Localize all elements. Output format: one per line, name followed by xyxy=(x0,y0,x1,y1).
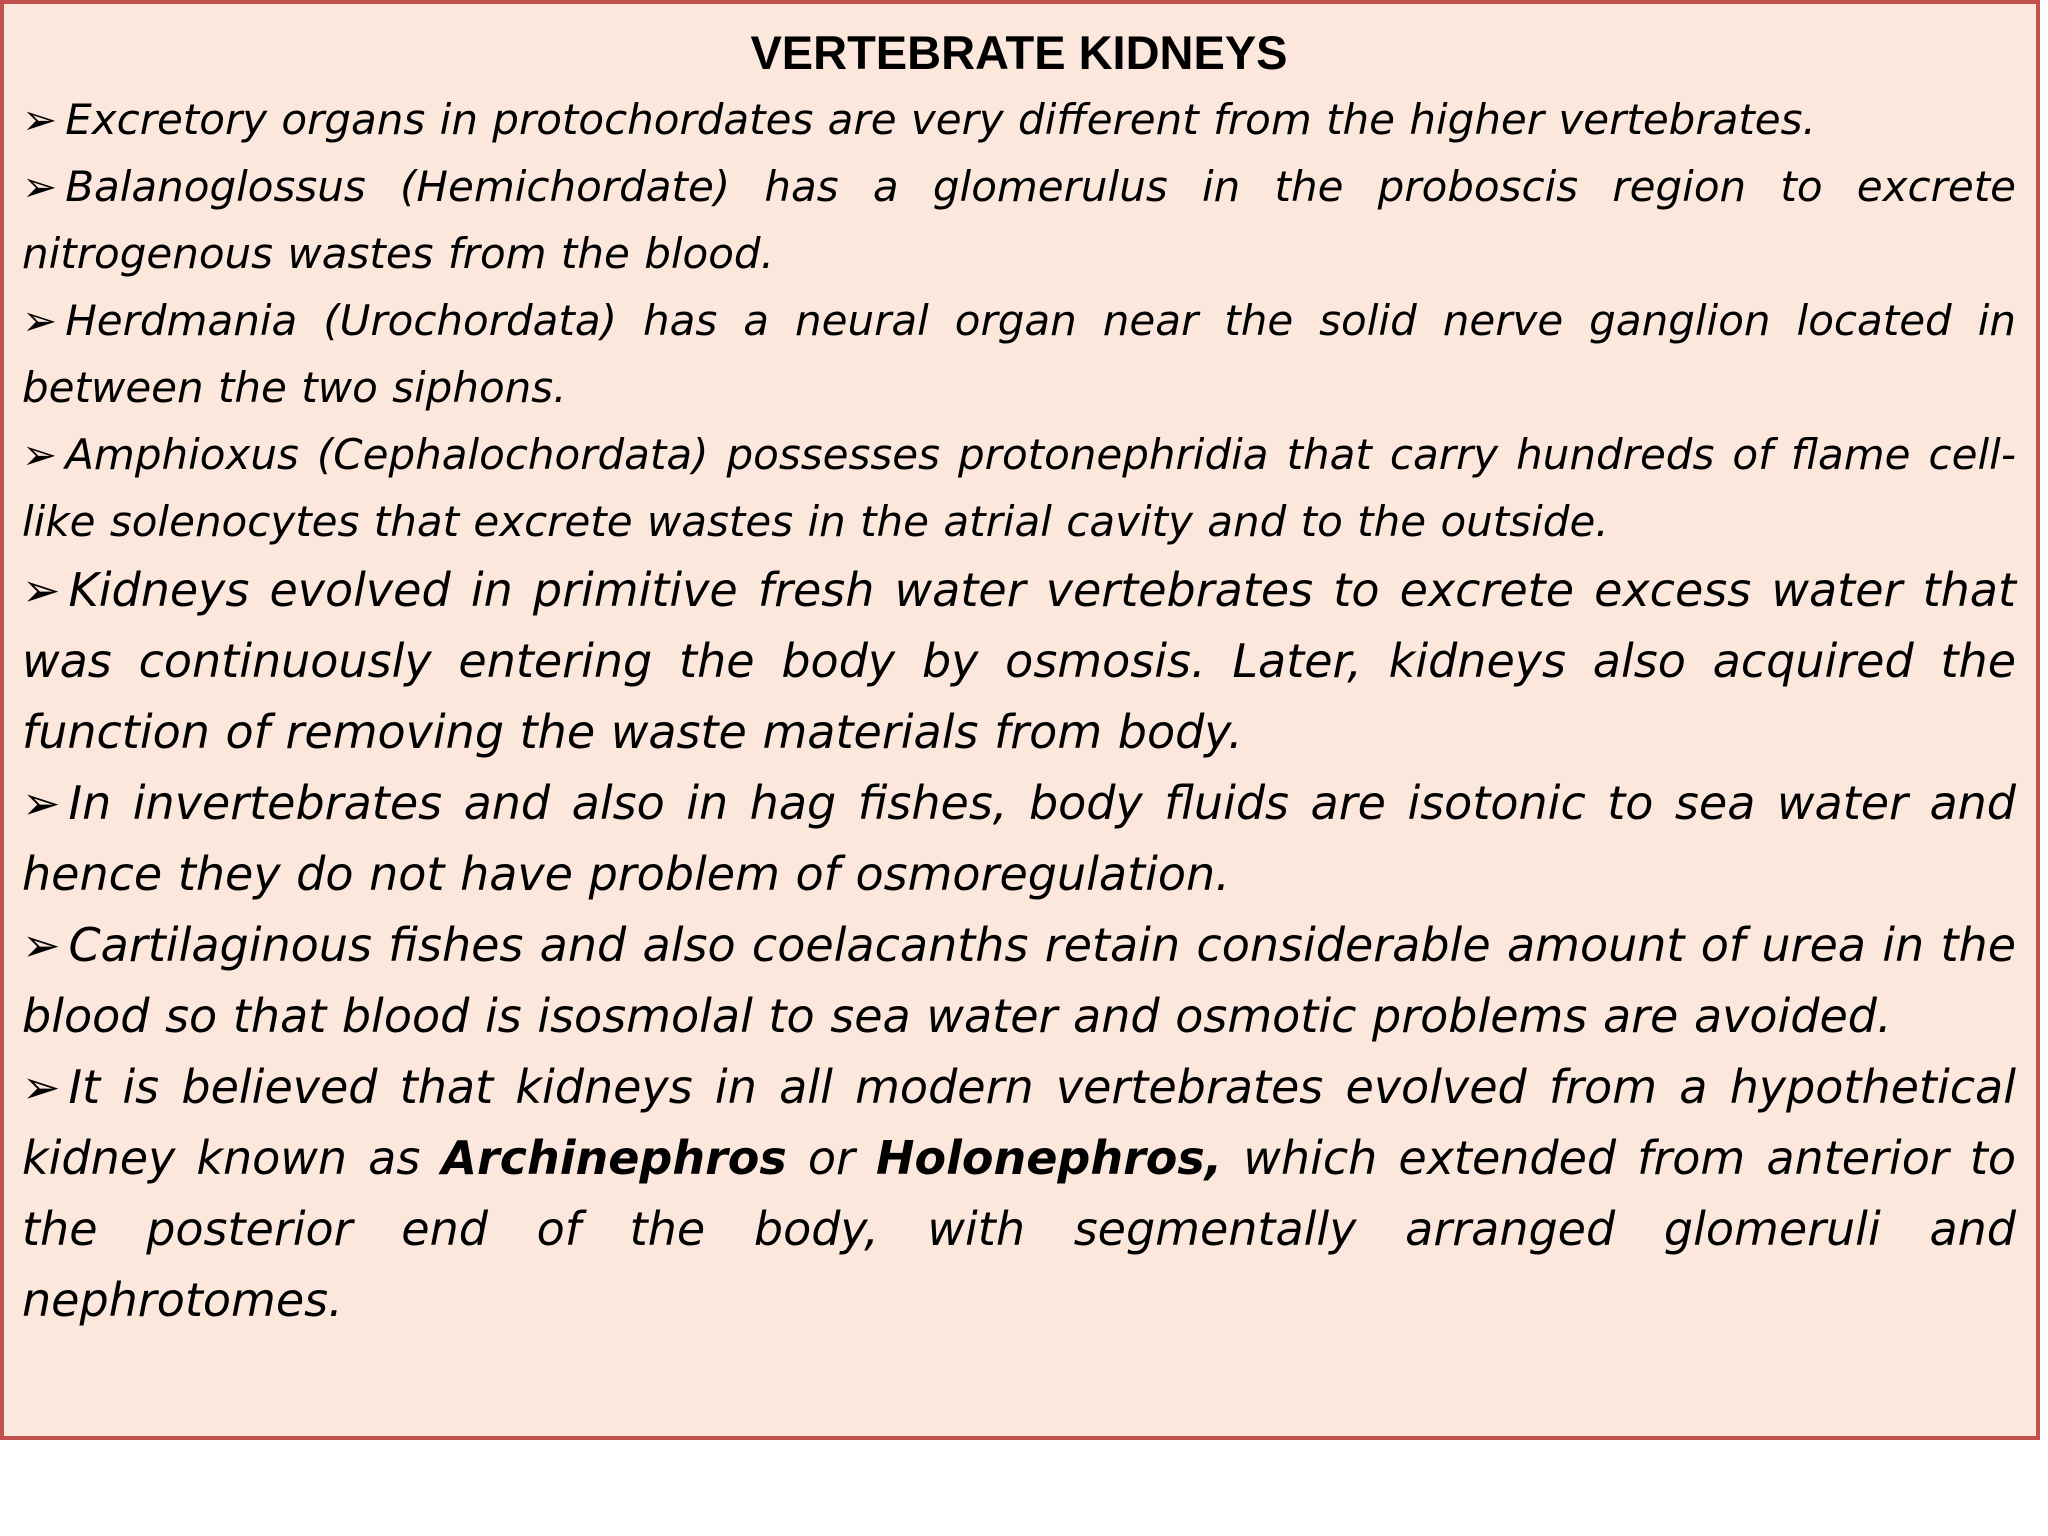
bullet-text: Kidneys evolved in primitive fresh water vertebrates to excrete excess water that was continuously entering the body by osmosis. Later, kidneys also acquired the function of removing the waste materials from body. xyxy=(22,563,2016,759)
bullet-item xyxy=(22,421,2016,555)
term-holonephros: Holonephros, xyxy=(875,1131,1223,1185)
slide-title: VERTEBRATE KIDNEYS xyxy=(750,26,1288,79)
bullet-text: Herdmania (Urochordata) has a neural organ near the solid nerve ganglion located in between the two siphons. xyxy=(22,296,2016,412)
bullet-text: Excretory organs in protochordates are very different from the higher vertebrates. xyxy=(65,95,1816,144)
bullet-text-middle: or xyxy=(786,1131,876,1185)
bullet-text: Balanoglossus (Hemichordate) has a glomerulus in the proboscis region to excrete nitrogenous wastes from the blood. xyxy=(22,162,2016,278)
arrow-bullet-icon: ➢ xyxy=(22,1060,61,1114)
bullet-item xyxy=(22,910,2016,1052)
arrow-bullet-icon: ➢ xyxy=(22,95,58,144)
bullet-text-before: It is believed that kidneys in all modern vertebrates evolved from a hypothetical kidney known as xyxy=(22,1060,2016,1185)
term-archinephros: Archinephros xyxy=(441,1131,787,1185)
bullet-item xyxy=(22,555,2016,768)
bullet-item xyxy=(22,1052,2016,1336)
arrow-bullet-icon: ➢ xyxy=(22,918,61,972)
bullet-text: Amphioxus (Cephalochordata) possesses protonephridia that carry hundreds of flame cell-like solenocytes that excrete wastes in the atrial cavity and to the outside. xyxy=(22,430,2016,546)
arrow-bullet-icon: ➢ xyxy=(22,296,58,345)
arrow-bullet-icon: ➢ xyxy=(22,776,61,830)
arrow-bullet-icon: ➢ xyxy=(22,563,61,617)
bullet-text: In invertebrates and also in hag fishes, body fluids are isotonic to sea water and hence they do not have problem of osmoregulation. xyxy=(22,776,2016,901)
arrow-bullet-icon: ➢ xyxy=(22,162,58,211)
bullet-item xyxy=(22,153,2016,287)
arrow-bullet-icon: ➢ xyxy=(22,430,58,479)
bullet-text-after: which extended from anterior to the posterior end of the body, with segmentally arranged glomeruli and nephrotomes. xyxy=(22,1131,2017,1327)
bullet-item xyxy=(22,86,2016,153)
bullet-text: Cartilaginous fishes and also coelacanths retain considerable amount of urea in the blood so that blood is isosmolal to sea water and osmotic problems are avoided. xyxy=(22,918,2016,1043)
bullet-item xyxy=(22,287,2016,421)
bullet-item xyxy=(22,768,2016,910)
